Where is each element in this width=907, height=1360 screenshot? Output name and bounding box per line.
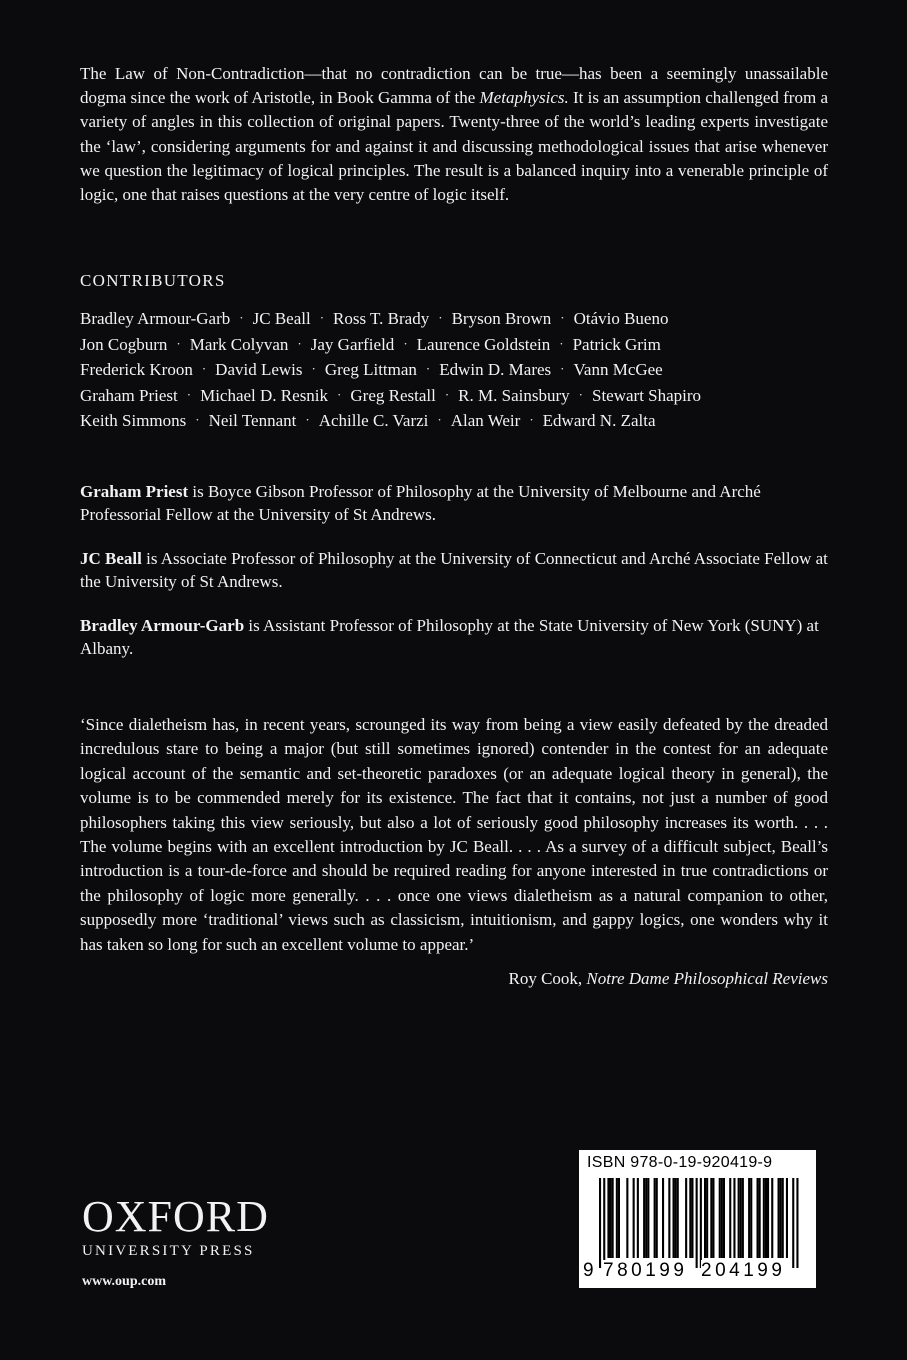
contributor-name: Alan Weir bbox=[450, 411, 521, 431]
barcode-bar bbox=[643, 1178, 645, 1258]
barcode-bar bbox=[662, 1178, 664, 1258]
barcode-bar bbox=[740, 1178, 742, 1258]
barcode-bar bbox=[771, 1178, 773, 1258]
barcode-bar bbox=[706, 1178, 708, 1258]
description-text-start: The Law of Non-Contradiction—that no contradiction can be true—has been a seemingly unassailable dogma since the work of Aristotle, in Book Gamma of the bbox=[80, 64, 828, 108]
contributors-line bbox=[80, 307, 828, 333]
separator-dot: · bbox=[239, 310, 244, 325]
contributor-name: Frederick Kroon bbox=[80, 360, 193, 380]
barcode-bar bbox=[656, 1178, 658, 1258]
barcode-bar bbox=[618, 1178, 620, 1258]
barcode-bar bbox=[691, 1178, 693, 1258]
separator-dot: · bbox=[560, 361, 565, 377]
contributor-name: David Lewis bbox=[215, 360, 303, 380]
separator-dot: · bbox=[425, 361, 431, 377]
review-source: Notre Dame Philosophical Reviews bbox=[586, 969, 828, 989]
barcode-bar bbox=[677, 1178, 679, 1258]
separator-dot: · bbox=[403, 335, 408, 351]
contributor-name: Jay Garfield bbox=[310, 334, 395, 354]
barcode-bar bbox=[704, 1178, 706, 1258]
barcode-bar bbox=[719, 1178, 721, 1258]
barcode-bar bbox=[607, 1178, 609, 1258]
barcode-bars bbox=[591, 1178, 804, 1268]
publisher-url: www.oup.com bbox=[82, 1274, 167, 1289]
separator-dot: · bbox=[319, 310, 325, 325]
description-text-end: It is an assumption challenged from a variety of angles in this collection of original papers. Twenty-three of the world’s leading experts investigate the ‘law’, considering arguments for and against it and discussing methodological issues that arise whenever we question the legitimacy of logical principles. The result is a balanced inquiry into a venerable principle of logic, one that raises questions at the very centre of logic itself. bbox=[80, 88, 828, 205]
barcode-bar bbox=[710, 1178, 712, 1258]
editor-name: JC Beall bbox=[80, 549, 142, 568]
editor-description: is Assistant Professor of Philosophy at the State University of New York (SUNY) at Albany. bbox=[80, 616, 819, 658]
barcode-bar bbox=[685, 1178, 687, 1258]
barcode-bar bbox=[633, 1178, 635, 1258]
separator-dot: · bbox=[201, 361, 207, 377]
barcode-bar bbox=[759, 1178, 761, 1258]
review-quote-block bbox=[80, 713, 828, 991]
contributor-name: Laurence Goldstein bbox=[416, 334, 551, 354]
barcode-bar bbox=[782, 1178, 784, 1258]
publisher-name: OXFORD bbox=[82, 1192, 269, 1241]
review-quote: ‘Since dialetheism has, in recent years, scrounged its way from being a view easily defeated by the dreaded incredulous stare to being a major (but still sometimes ignored) contender in the contest for an adequate logical account of the semantic and set-theoretic paradoxes (or an adequate logical theory in general), the volume is to be commended merely for its existence. The fact that it contains, not just a number of good philosophers taking this view seriously, but also a lot of seriously good philosophy increases its worth. . . . The volume begins with an excellent introduction by JC Beall. . . . As a survey of a difficult subject, Beall’s introduction is a tour-de-force and should be required reading for anyone interested in true contradictions or the philosophy of logic more generally. . . . once one views dialetheism as a natural companion to other, supposedly more ‘traditional’ views such as classicism, intuitionism, and gappy logics, one wonders why it has taken so long for such an excellent volume to appear.’ bbox=[80, 715, 828, 954]
barcode-bar bbox=[778, 1178, 780, 1258]
contributor-name: Michael D. Resnik bbox=[200, 385, 329, 405]
contributor-name: Vann McGee bbox=[573, 360, 663, 380]
contributor-name: Edwin D. Mares bbox=[439, 360, 552, 380]
barcode-bar bbox=[603, 1178, 605, 1268]
contributor-name: Achille C. Varzi bbox=[318, 411, 429, 431]
contributor-name: Jon Cogburn bbox=[80, 334, 168, 354]
separator-dot: · bbox=[176, 335, 181, 351]
barcode-bar bbox=[610, 1178, 612, 1258]
barcode-bar bbox=[647, 1178, 649, 1258]
contributor-name: R. M. Sainsbury bbox=[458, 385, 570, 405]
contributors-line bbox=[80, 384, 828, 410]
editor-name: Graham Priest bbox=[80, 482, 189, 501]
editor-bio bbox=[80, 547, 828, 593]
separator-dot: · bbox=[305, 412, 310, 428]
separator-dot: · bbox=[559, 335, 564, 351]
barcode-bar bbox=[786, 1178, 788, 1258]
barcode-bar bbox=[696, 1178, 698, 1268]
editor-bios bbox=[80, 480, 828, 681]
contributor-name: Graham Priest bbox=[80, 385, 178, 405]
barcode-digits-left: 780199 bbox=[603, 1260, 688, 1281]
contributor-name: Edward N. Zalta bbox=[542, 411, 656, 431]
description-italic-title: Metaphysics. bbox=[479, 88, 569, 108]
contributor-name: Stewart Shapiro bbox=[591, 385, 702, 405]
separator-dot: · bbox=[438, 310, 443, 325]
barcode-bar bbox=[673, 1178, 675, 1258]
contributors-line bbox=[80, 358, 828, 384]
barcode-bar bbox=[700, 1178, 702, 1268]
barcode-bar bbox=[780, 1178, 782, 1258]
barcode-digits-right: 204199 bbox=[701, 1260, 786, 1281]
barcode-bar bbox=[654, 1178, 656, 1258]
separator-dot: · bbox=[337, 386, 342, 402]
barcode-bar bbox=[796, 1178, 798, 1268]
barcode-bar bbox=[750, 1178, 752, 1258]
barcode-bar bbox=[729, 1178, 731, 1258]
editor-description: is Associate Professor of Philosophy at the University of Connecticut and Arché Associate Fellow at the University of St Andrews. bbox=[80, 549, 828, 591]
barcode-bar bbox=[723, 1178, 725, 1258]
separator-dot: · bbox=[444, 386, 450, 402]
barcode-bar bbox=[616, 1178, 618, 1258]
book-description bbox=[80, 62, 828, 207]
contributor-name: Mark Colyvan bbox=[189, 334, 289, 354]
contributor-name: Greg Restall bbox=[350, 385, 436, 405]
contributor-name: Patrick Grim bbox=[572, 334, 661, 354]
barcode-bar bbox=[792, 1178, 794, 1268]
isbn-label: ISBN 978-0-19-920419-9 bbox=[587, 1154, 773, 1171]
contributor-name: Otávio Bueno bbox=[573, 309, 669, 328]
publisher-logo bbox=[82, 1192, 292, 1290]
separator-dot: · bbox=[578, 386, 583, 402]
separator-dot: · bbox=[529, 412, 534, 428]
review-author: Roy Cook, bbox=[508, 969, 587, 989]
barcode-bar bbox=[733, 1178, 735, 1258]
editor-name: Bradley Armour-Garb bbox=[80, 616, 245, 635]
barcode-bar bbox=[712, 1178, 714, 1258]
contributor-name: Bradley Armour-Garb bbox=[80, 309, 231, 328]
contributors-line bbox=[80, 409, 828, 435]
editor-bio bbox=[80, 614, 828, 660]
barcode-bar bbox=[767, 1178, 769, 1258]
barcode-bar bbox=[599, 1178, 601, 1268]
barcode-bar bbox=[675, 1178, 677, 1258]
barcode-bar bbox=[742, 1178, 744, 1258]
separator-dot: · bbox=[560, 310, 565, 325]
editor-bio bbox=[80, 480, 828, 526]
barcode-bar bbox=[748, 1178, 750, 1258]
barcode-bar bbox=[765, 1178, 767, 1258]
editor-description: is Boyce Gibson Professor of Philosophy at the University of Melbourne and Arché Professorial Fellow at the University of St Andrews. bbox=[80, 482, 761, 524]
contributor-name: Greg Littman bbox=[324, 360, 417, 380]
barcode-bar bbox=[757, 1178, 759, 1258]
publisher-subtitle: UNIVERSITY PRESS bbox=[82, 1243, 255, 1259]
barcode-digit-first: 9 bbox=[583, 1260, 594, 1281]
barcode-bar bbox=[738, 1178, 740, 1258]
separator-dot: · bbox=[311, 361, 316, 377]
contributors-heading: CONTRIBUTORS bbox=[80, 271, 226, 290]
barcode-bar bbox=[626, 1178, 628, 1258]
contributor-name: JC Beall bbox=[252, 309, 311, 328]
barcode-bar bbox=[668, 1178, 670, 1258]
barcode-bar bbox=[612, 1178, 614, 1258]
barcode-bar bbox=[637, 1178, 639, 1258]
separator-dot: · bbox=[186, 386, 192, 402]
barcode-bar bbox=[721, 1178, 723, 1258]
separator-dot: · bbox=[437, 412, 442, 428]
separator-dot: · bbox=[195, 412, 200, 428]
contributor-name: Bryson Brown bbox=[451, 309, 552, 328]
review-attribution bbox=[80, 967, 828, 991]
contributor-name: Keith Simmons bbox=[80, 411, 187, 431]
contributor-name: Ross T. Brady bbox=[333, 309, 430, 328]
separator-dot: · bbox=[297, 335, 302, 351]
barcode-bar bbox=[645, 1178, 647, 1258]
contributors-list bbox=[80, 307, 828, 435]
barcode-bar bbox=[689, 1178, 691, 1258]
isbn-barcode bbox=[579, 1150, 816, 1288]
barcode-bar bbox=[763, 1178, 765, 1258]
contributors-line bbox=[80, 333, 828, 359]
contributor-name: Neil Tennant bbox=[208, 411, 297, 431]
